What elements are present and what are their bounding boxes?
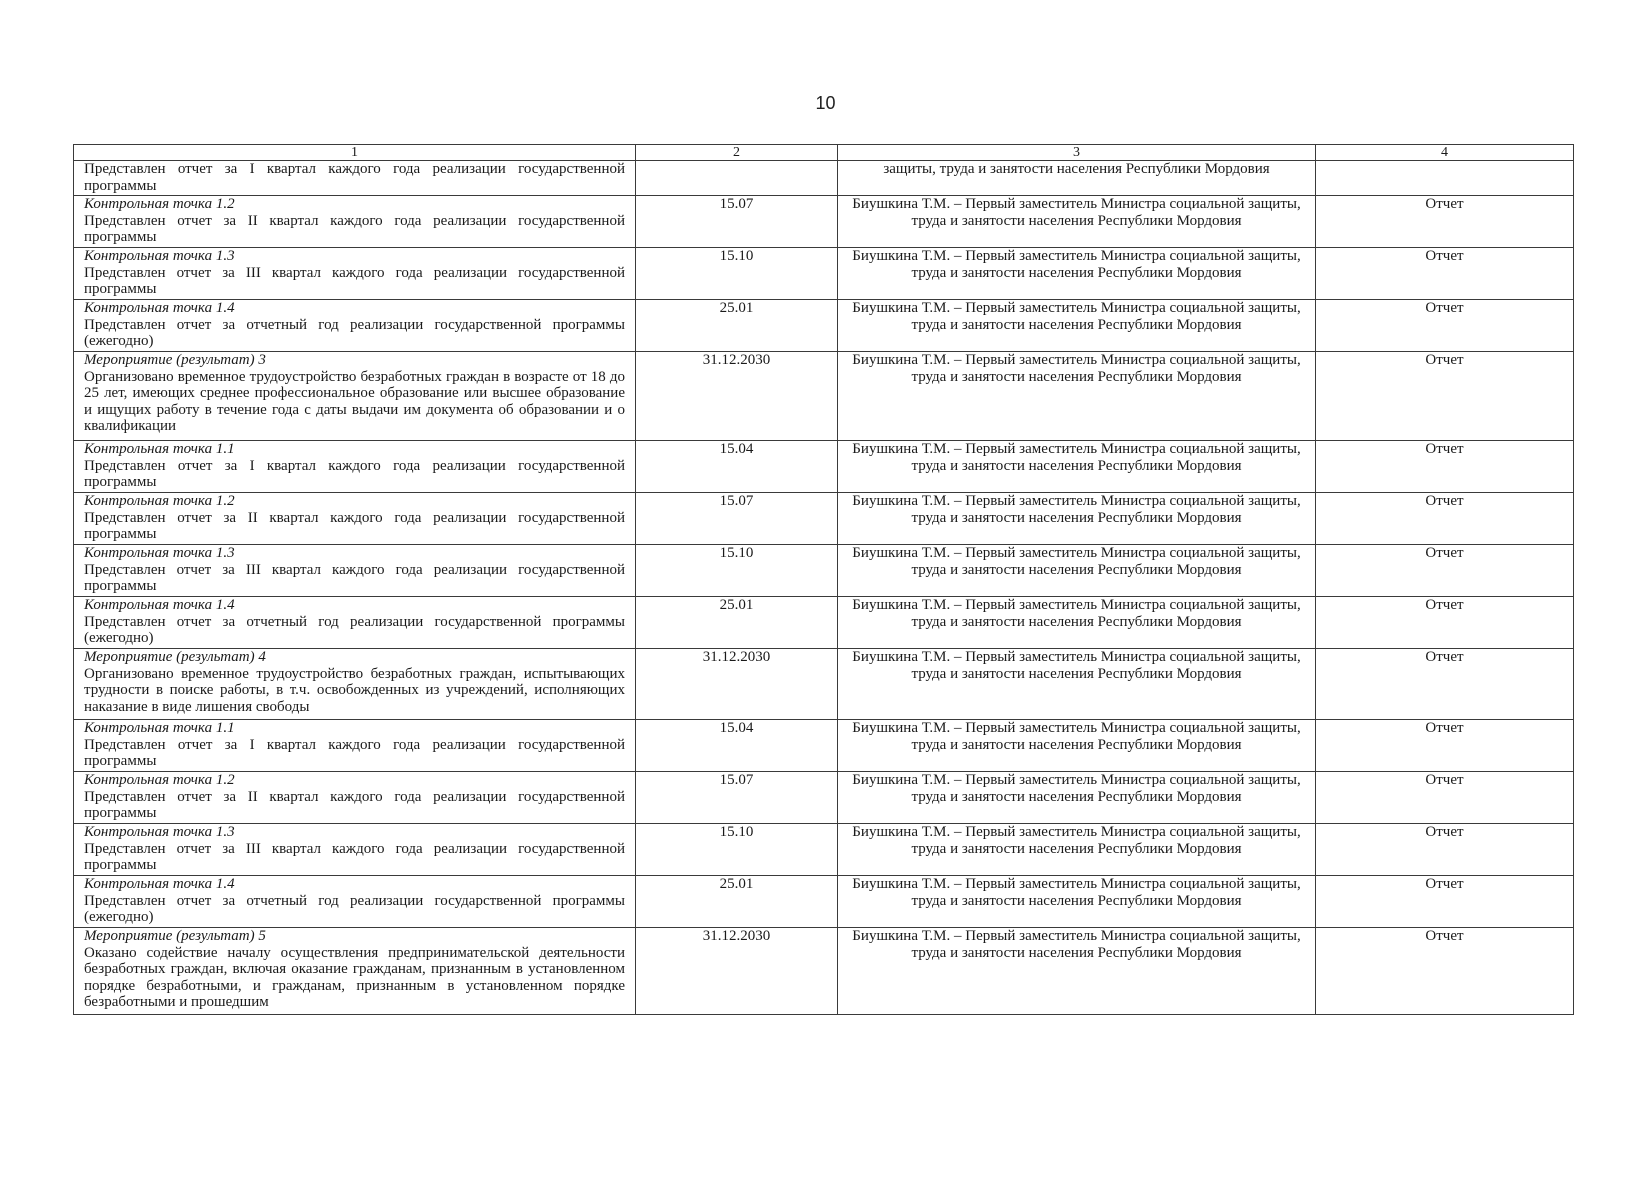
responsible-cell: Биушкина Т.М. – Первый заместитель Министра социальной защиты, труда и занятости населения Республики Мордовия — [838, 493, 1316, 545]
event-kind: Контрольная точка 1.1 — [84, 441, 235, 457]
event-description: Представлен отчет за отчетный год реализации государственной программы (ежегодно) — [84, 316, 625, 349]
responsible-cell: Биушкина Т.М. – Первый заместитель Министра социальной защиты, труда и занятости населения Республики Мордовия — [838, 352, 1316, 441]
event-kind: Контрольная точка 1.4 — [84, 300, 235, 316]
deadline-cell: 15.07 — [636, 772, 838, 824]
deadline-cell: 31.12.2030 — [636, 352, 838, 441]
document-type-cell: Отчет — [1316, 928, 1574, 1015]
table-row — [74, 928, 1574, 1015]
event-kind: Мероприятие (результат) 5 — [84, 928, 266, 944]
event-cell — [74, 493, 636, 545]
event-kind: Контрольная точка 1.2 — [84, 772, 235, 788]
event-cell — [74, 772, 636, 824]
event-description: Представлен отчет за III квартал каждого года реализации государственной программы — [84, 840, 625, 873]
event-kind: Контрольная точка 1.4 — [84, 597, 235, 613]
table-row — [74, 772, 1574, 824]
event-kind: Контрольная точка 1.3 — [84, 824, 235, 840]
column-header-3: 3 — [838, 145, 1316, 161]
event-cell — [74, 720, 636, 772]
event-cell — [74, 441, 636, 493]
table-row — [74, 493, 1574, 545]
document-type-cell: Отчет — [1316, 196, 1574, 248]
responsible-cell: Биушкина Т.М. – Первый заместитель Министра социальной защиты, труда и занятости населения Республики Мордовия — [838, 597, 1316, 649]
table-row — [74, 196, 1574, 248]
table-row — [74, 352, 1574, 441]
document-type-cell: Отчет — [1316, 300, 1574, 352]
deadline-cell: 15.04 — [636, 441, 838, 493]
event-cell — [74, 928, 636, 1015]
table-row — [74, 720, 1574, 772]
document-type-cell: Отчет — [1316, 441, 1574, 493]
deadline-cell: 31.12.2030 — [636, 649, 838, 720]
deadline-cell — [636, 161, 838, 196]
document-type-cell: Отчет — [1316, 493, 1574, 545]
event-kind: Мероприятие (результат) 4 — [84, 649, 266, 665]
table-row — [74, 597, 1574, 649]
responsible-cell: защиты, труда и занятости населения Республики Мордовия — [838, 161, 1316, 196]
table-body — [74, 161, 1574, 1015]
event-cell — [74, 545, 636, 597]
deadline-cell: 31.12.2030 — [636, 928, 838, 1015]
deadline-cell: 25.01 — [636, 300, 838, 352]
event-kind: Контрольная точка 1.4 — [84, 876, 235, 892]
event-cell — [74, 300, 636, 352]
event-description: Представлен отчет за I квартал каждого года реализации государственной программы — [84, 457, 625, 490]
table-row — [74, 876, 1574, 928]
deadline-cell: 15.10 — [636, 248, 838, 300]
event-description: Представлен отчет за III квартал каждого года реализации государственной программы — [84, 561, 625, 594]
event-description: Оказано содействие началу осуществления предпринимательской деятельности безработных граждан, включая оказание гражданам, признанным в установленном порядке безработными, и гражданам, признанным в установленном порядке безработными и прошедшим — [84, 944, 625, 1010]
event-description: Организовано временное трудоустройство безработных граждан, испытывающих трудности в поиске работы, в т.ч. освобожденных из учреждений, исполняющих наказание в виде лишения свободы — [84, 665, 625, 715]
document-type-cell: Отчет — [1316, 772, 1574, 824]
page-number: 10 — [815, 93, 836, 113]
document-type-cell: Отчет — [1316, 597, 1574, 649]
table-row — [74, 441, 1574, 493]
responsible-cell: Биушкина Т.М. – Первый заместитель Министра социальной защиты, труда и занятости населения Республики Мордовия — [838, 248, 1316, 300]
document-type-cell: Отчет — [1316, 876, 1574, 928]
document-type-cell: Отчет — [1316, 545, 1574, 597]
table-row — [74, 545, 1574, 597]
responsible-cell: Биушкина Т.М. – Первый заместитель Министра социальной защиты, труда и занятости населения Республики Мордовия — [838, 720, 1316, 772]
deadline-cell: 15.04 — [636, 720, 838, 772]
document-type-cell: Отчет — [1316, 352, 1574, 441]
deadline-cell: 25.01 — [636, 597, 838, 649]
deadline-cell: 15.07 — [636, 196, 838, 248]
event-kind: Контрольная точка 1.2 — [84, 493, 235, 509]
document-type-cell — [1316, 161, 1574, 196]
responsible-cell: Биушкина Т.М. – Первый заместитель Министра социальной защиты, труда и занятости населения Республики Мордовия — [838, 441, 1316, 493]
table-row — [74, 300, 1574, 352]
table-row — [74, 161, 1574, 196]
responsible-cell: Биушкина Т.М. – Первый заместитель Министра социальной защиты, труда и занятости населения Республики Мордовия — [838, 196, 1316, 248]
event-description: Представлен отчет за отчетный год реализации государственной программы (ежегодно) — [84, 892, 625, 925]
table-row — [74, 649, 1574, 720]
event-kind: Контрольная точка 1.2 — [84, 196, 235, 212]
event-description: Организовано временное трудоустройство безработных граждан в возрасте от 18 до 25 лет, имеющих среднее профессиональное образование или высшее образование и ищущих работу в течение года с даты выдачи им документа об образовании и о квалификации — [84, 368, 625, 434]
event-description: Представлен отчет за II квартал каждого года реализации государственной программы — [84, 509, 625, 542]
column-header-4: 4 — [1316, 145, 1574, 161]
document-type-cell: Отчет — [1316, 649, 1574, 720]
event-description: Представлен отчет за II квартал каждого года реализации государственной программы — [84, 212, 625, 245]
document-type-cell: Отчет — [1316, 824, 1574, 876]
responsible-cell: Биушкина Т.М. – Первый заместитель Министра социальной защиты, труда и занятости населения Республики Мордовия — [838, 876, 1316, 928]
deadline-cell: 15.10 — [636, 824, 838, 876]
document-type-cell: Отчет — [1316, 720, 1574, 772]
event-cell — [74, 161, 636, 196]
event-cell — [74, 876, 636, 928]
event-description: Представлен отчет за I квартал каждого года реализации государственной программы — [84, 161, 625, 194]
responsible-cell: Биушкина Т.М. – Первый заместитель Министра социальной защиты, труда и занятости населения Республики Мордовия — [838, 649, 1316, 720]
event-cell — [74, 248, 636, 300]
event-cell — [74, 649, 636, 720]
event-description: Представлен отчет за отчетный год реализации государственной программы (ежегодно) — [84, 613, 625, 646]
column-header-1: 1 — [74, 145, 636, 161]
event-description: Представлен отчет за I квартал каждого года реализации государственной программы — [84, 736, 625, 769]
event-cell — [74, 352, 636, 441]
responsible-cell: Биушкина Т.М. – Первый заместитель Министра социальной защиты, труда и занятости населения Республики Мордовия — [838, 545, 1316, 597]
deadline-cell: 15.10 — [636, 545, 838, 597]
responsible-cell: Биушкина Т.М. – Первый заместитель Министра социальной защиты, труда и занятости населения Республики Мордовия — [838, 824, 1316, 876]
event-cell — [74, 597, 636, 649]
deadline-cell: 15.07 — [636, 493, 838, 545]
plan-table — [73, 144, 1574, 1015]
responsible-cell: Биушкина Т.М. – Первый заместитель Министра социальной защиты, труда и занятости населения Республики Мордовия — [838, 300, 1316, 352]
table-row — [74, 248, 1574, 300]
event-description: Представлен отчет за III квартал каждого года реализации государственной программы — [84, 264, 625, 297]
column-header-2: 2 — [636, 145, 838, 161]
table-row — [74, 824, 1574, 876]
document-type-cell: Отчет — [1316, 248, 1574, 300]
deadline-cell: 25.01 — [636, 876, 838, 928]
event-cell — [74, 196, 636, 248]
event-cell — [74, 824, 636, 876]
event-kind: Контрольная точка 1.3 — [84, 248, 235, 264]
table-header-row — [74, 145, 1574, 161]
responsible-cell: Биушкина Т.М. – Первый заместитель Министра социальной защиты, труда и занятости населения Республики Мордовия — [838, 928, 1316, 1015]
event-kind: Мероприятие (результат) 3 — [84, 352, 266, 368]
event-kind: Контрольная точка 1.1 — [84, 720, 235, 736]
event-kind: Контрольная точка 1.3 — [84, 545, 235, 561]
event-description: Представлен отчет за II квартал каждого года реализации государственной программы — [84, 788, 625, 821]
responsible-cell: Биушкина Т.М. – Первый заместитель Министра социальной защиты, труда и занятости населения Республики Мордовия — [838, 772, 1316, 824]
